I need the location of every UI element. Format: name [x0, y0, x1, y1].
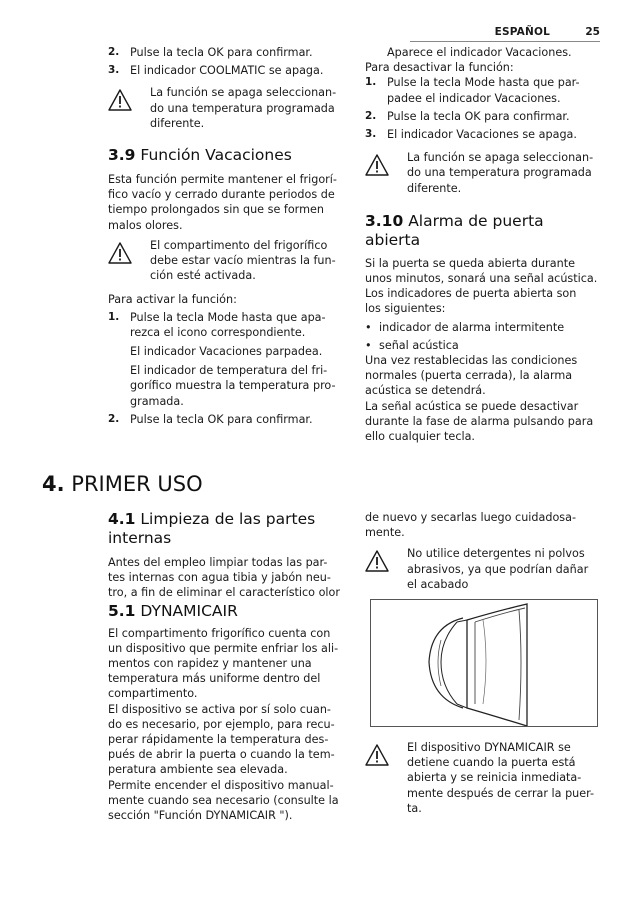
- warning-note: [365, 740, 601, 816]
- text-line: Antes del empleo limpiar todas las par-: [108, 556, 328, 569]
- text-line: mente.: [365, 526, 405, 540]
- warning-icon: [108, 89, 132, 111]
- warning-note: [108, 238, 340, 284]
- warning-line: ta.: [407, 801, 422, 815]
- section-heading-3-10: [365, 212, 601, 250]
- section-title-cont: internas: [108, 529, 172, 547]
- step-item: [108, 310, 340, 340]
- text-line: Una vez restablecidas las condiciones: [365, 354, 578, 368]
- text-line: pués de abrir la puerta o cuando la tem-: [108, 748, 335, 762]
- step-item: [365, 75, 601, 105]
- header-divider: [410, 41, 600, 42]
- step-text: El indicador Vacaciones se apaga.: [387, 128, 577, 142]
- section-body: [365, 256, 601, 317]
- bullet-text: indicador de alarma intermitente: [379, 320, 565, 334]
- text-line: La señal acústica se puede desactivar: [365, 399, 579, 413]
- deactivate-label: Para desactivar la función:: [365, 61, 514, 75]
- left-bottom-column: [108, 510, 340, 823]
- bullet-item: [365, 338, 601, 353]
- continued-text: Aparece el indicador Vacaciones.: [387, 46, 572, 59]
- text-line: peratura ambiente sea elevada.: [108, 763, 288, 777]
- activate-label: Para activar la función:: [108, 293, 237, 307]
- right-bottom-column: [365, 510, 601, 592]
- text-line: El compartimento frigorífico cuenta con: [108, 626, 331, 640]
- text-line: tro, a fin de eliminar el característico olor: [108, 586, 340, 600]
- warning-note: [108, 85, 340, 131]
- step-number: 2.: [108, 46, 120, 58]
- text-line: Si la puerta se queda abierta durante: [365, 256, 575, 270]
- warning-line: La función se apaga seleccionan-: [407, 151, 594, 165]
- step-item: [365, 109, 601, 124]
- section-intro: [108, 172, 340, 233]
- bullet-dot: •: [365, 320, 372, 334]
- section-heading-3-9: [108, 146, 340, 165]
- warning-note: [365, 150, 601, 196]
- right-bottom-warning: [365, 740, 601, 816]
- text-line: Los indicadores de puerta abierta son: [365, 287, 577, 301]
- bullet-item: [365, 320, 601, 335]
- step-number: 1.: [365, 76, 377, 89]
- text-line: los siguientes:: [365, 302, 446, 316]
- warning-icon: [108, 242, 132, 264]
- warning-line: La función se apaga seleccionan-: [150, 86, 337, 100]
- step-item: [108, 63, 340, 78]
- step-number: 3.: [108, 64, 120, 77]
- step-text: Pulse la tecla OK para confirmar.: [387, 109, 570, 123]
- fan-device-drawing: [371, 600, 597, 726]
- text-line: compartimento.: [108, 687, 198, 701]
- text-line: unos minutos, sonará una señal acústica.: [365, 272, 598, 286]
- text-line: perar rápidamente la temperatura des-: [108, 733, 329, 747]
- text-line: do es necesario, por ejemplo, para recu-: [108, 717, 335, 731]
- warning-note: [365, 546, 601, 592]
- text-line: Esta función permite mantener el frigorí-: [108, 173, 337, 187]
- warning-line: do una temperatura programada: [150, 101, 335, 115]
- continued-text: [365, 510, 601, 540]
- warning-icon: [365, 744, 389, 766]
- text-line: mente cuando sea necesario (consulte la: [108, 793, 339, 807]
- warning-line: el acabado: [407, 577, 469, 591]
- warning-line: do una temperatura programada: [407, 166, 592, 180]
- warning-line: detiene cuando la puerta está: [407, 756, 576, 770]
- step-text: padee el indicador Vacaciones.: [387, 91, 561, 105]
- dynamicair-illustration: [370, 599, 598, 727]
- text-line: gorífico muestra la temperatura pro-: [130, 379, 336, 393]
- text-line: durante la fase de alarma pulsando para: [365, 414, 594, 428]
- step-item: [108, 412, 340, 427]
- text-line: tiempo prolongados sin que se formen: [108, 203, 324, 217]
- bullet-dot: •: [365, 338, 372, 352]
- section-title: Función Vacaciones: [140, 146, 292, 165]
- step-text: El indicador COOLMATIC se apaga.: [130, 64, 324, 78]
- step-number: 2.: [108, 412, 120, 425]
- text-line: sección "Función DYNAMICAIR ").: [108, 809, 293, 823]
- text-line: tes internas con agua tibia y jabón neu-: [108, 571, 331, 585]
- text-line: Permite encender el dispositivo manual-: [108, 778, 334, 792]
- chapter-heading: [42, 472, 203, 496]
- section-number: 3.9: [108, 146, 136, 165]
- header-language: ESPAÑOL: [494, 26, 550, 38]
- bullet-text: señal acústica: [379, 338, 459, 352]
- step-text: Pulse la tecla Mode hasta que par-: [387, 76, 580, 90]
- section-title: DYNAMICAIR: [140, 601, 238, 620]
- warning-line: No utilice detergentes ni polvos: [407, 547, 585, 561]
- step-note: [108, 363, 340, 409]
- step-note: El indicador Vacaciones parpadea.: [130, 345, 323, 359]
- warning-line: abierta y se reinicia inmediata-: [407, 771, 582, 785]
- section-number: 5.1: [108, 601, 136, 620]
- warning-icon: [365, 550, 389, 572]
- text-line: El indicador de temperatura del fri-: [130, 364, 328, 378]
- step-number: 3.: [365, 128, 377, 141]
- text-line: malos olores.: [108, 218, 183, 232]
- warning-line: debe estar vacío mientras la fun-: [150, 254, 336, 268]
- text-line: normales (puerta cerrada), la alarma: [365, 369, 573, 383]
- text-line: El dispositivo se activa por sí solo cuan-: [108, 702, 331, 716]
- step-text: Pulse la tecla OK para confirmar.: [130, 46, 313, 59]
- step-item: [108, 45, 340, 60]
- section-heading-5-1: [108, 602, 340, 621]
- section-body: [108, 555, 340, 601]
- text-line: fico vacío y cerrado durante periodos de: [108, 188, 335, 202]
- chapter-title: PRIMER USO: [71, 472, 203, 496]
- step-text: rezca el icono correspondiente.: [130, 325, 306, 339]
- section-body: [108, 626, 340, 824]
- warning-line: El compartimento del frigorífico: [150, 238, 328, 252]
- section-title: Alarma de puerta abierta: [365, 211, 544, 249]
- warning-line: ción esté activada.: [150, 269, 256, 283]
- section-heading-4-1: [108, 510, 340, 548]
- warning-line: mente después de cerrar la puer-: [407, 786, 595, 800]
- warning-line: diferente.: [407, 181, 462, 195]
- section-number: 4.1: [108, 510, 136, 528]
- step-text: Pulse la tecla Mode hasta que apa-: [130, 310, 326, 324]
- text-line: gramada.: [130, 394, 184, 408]
- section-body: [365, 353, 601, 444]
- left-top-column: [108, 45, 340, 427]
- text-line: mentos con rapidez y mantener una: [108, 657, 312, 671]
- step-number: 1.: [108, 310, 120, 323]
- section-number: 3.10: [365, 211, 404, 230]
- warning-line: abrasivos, ya que podrían dañar: [407, 562, 589, 576]
- text-line: de nuevo y secarlas luego cuidadosa-: [365, 511, 577, 524]
- page-number: 25: [585, 26, 600, 38]
- step-item: [365, 127, 601, 142]
- text-line: acústica se detendrá.: [365, 384, 486, 398]
- warning-icon: [365, 154, 389, 176]
- text-line: ello cualquier tecla.: [365, 430, 475, 444]
- chapter-number: 4.: [42, 472, 65, 496]
- warning-line: El dispositivo DYNAMICAIR se: [407, 741, 571, 754]
- text-line: un dispositivo que permite enfriar los ali-: [108, 641, 339, 655]
- section-title: Limpieza de las partes: [140, 510, 316, 528]
- right-top-column: [365, 45, 601, 444]
- text-line: temperatura más uniforme dentro del: [108, 672, 321, 686]
- step-text: Pulse la tecla OK para confirmar.: [130, 412, 313, 426]
- step-number: 2.: [365, 109, 377, 122]
- warning-line: diferente.: [150, 116, 205, 130]
